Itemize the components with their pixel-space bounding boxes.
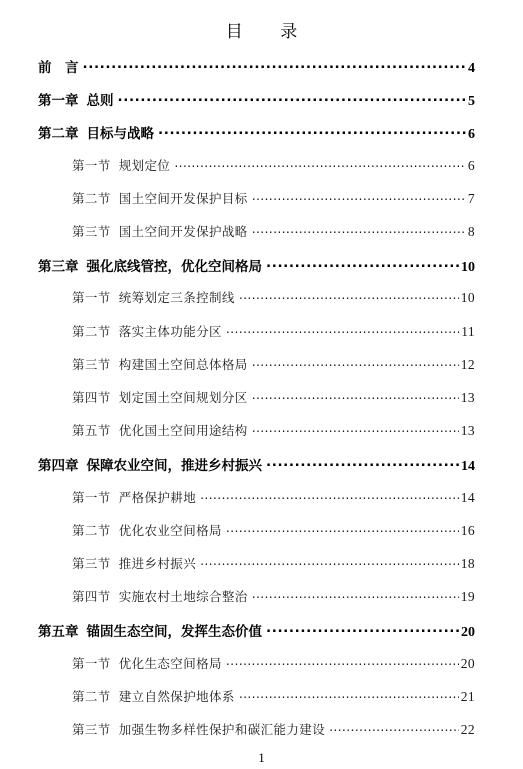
toc-chapter-entry[interactable]: [38, 122, 475, 143]
toc-section-entry[interactable]: [72, 355, 475, 373]
toc-section-entry[interactable]: [72, 322, 475, 340]
toc-entry-page: 21: [460, 688, 475, 704]
toc-entry-page: 19: [460, 589, 475, 605]
toc-dot-leader: [200, 489, 459, 502]
toc-chapter-entry[interactable]: [38, 620, 475, 641]
toc-section-entry[interactable]: [72, 288, 475, 306]
toc-entry-number: 第二节: [72, 323, 111, 339]
toc-entry-number: 第三章: [38, 259, 79, 276]
toc-entry-page: 11: [461, 323, 475, 339]
toc-entry-title: 总则: [86, 93, 114, 110]
toc-entry-title: 落实主体功能分区: [118, 323, 222, 339]
toc-entry-page: 6: [467, 157, 475, 173]
page-title: 目 录: [225, 22, 314, 42]
toc-entry-title: 划定国土空间规划分区: [118, 390, 248, 405]
toc-entry-title: 统筹划定三条控制线: [118, 290, 235, 306]
toc-section-entry[interactable]: [72, 421, 475, 439]
toc-entry-number: 第一节: [72, 290, 111, 306]
toc-entry-number: 第四节: [72, 390, 111, 405]
toc-entry-page: 4: [468, 61, 475, 76]
toc-entry-title: 前 言: [38, 60, 79, 76]
toc-section-entry[interactable]: [72, 687, 475, 705]
toc-section-entry[interactable]: [72, 189, 475, 207]
toc-section-entry[interactable]: [72, 654, 475, 672]
toc-entry-title: 实施农村土地综合整治: [118, 589, 248, 605]
toc-dot-leader: [266, 457, 459, 471]
toc-entry-page: 13: [460, 423, 475, 439]
toc-dot-leader: [226, 323, 459, 336]
toc-entry-page: 10: [460, 290, 475, 306]
toc-entry-title: 建立自然保护地体系: [118, 688, 235, 704]
toc-entry-page: 22: [460, 722, 475, 737]
toc-entry-page: 12: [460, 356, 475, 372]
toc-dot-leader: [252, 190, 466, 203]
toc-entry-title: 强化底线管控，优化空间格局: [86, 259, 262, 276]
toc-section-entry[interactable]: [72, 554, 475, 572]
toc-section-entry[interactable]: [72, 720, 475, 738]
toc-entry-number: 第一节: [72, 157, 111, 173]
toc-chapter-entry[interactable]: [38, 56, 475, 77]
toc-entry-number: 第四章: [38, 458, 79, 475]
toc-entry-title: 锚固生态空间，发挥生态价值: [86, 624, 262, 641]
toc-entry-title: 保障农业空间，推进乡村振兴: [86, 458, 262, 475]
toc-entry-page: 16: [460, 522, 475, 538]
toc-entry-number: 第一节: [72, 655, 111, 671]
toc-section-entry[interactable]: [72, 521, 475, 539]
toc-entry-number: 第五节: [72, 423, 111, 439]
toc-entry-page: 14: [460, 489, 475, 505]
toc-chapter-entry[interactable]: [38, 89, 475, 110]
toc-dot-leader: [266, 258, 459, 272]
toc-entry-number: 第四节: [72, 589, 111, 605]
toc-dot-leader: [200, 556, 459, 569]
toc-dot-leader: [239, 290, 459, 303]
toc-entry-page: 20: [460, 655, 475, 671]
toc-entry-title: 国土空间开发保护目标: [118, 190, 248, 206]
toc-entry-number: 第三节: [72, 556, 111, 571]
toc-entry-page: 14: [461, 459, 475, 475]
toc-dot-leader: [329, 722, 459, 735]
toc-dot-leader: [252, 423, 459, 436]
toc-dot-leader: [83, 59, 467, 73]
toc-entry-page: 13: [460, 390, 475, 405]
toc-entry-number: 第二节: [72, 522, 111, 538]
toc-entry-page: 6: [468, 127, 475, 143]
toc-entry-title: 目标与战略: [86, 126, 154, 143]
toc-chapter-entry[interactable]: [38, 454, 475, 475]
toc-entry-title: 严格保护耕地: [118, 489, 197, 505]
toc-entry-page: 7: [467, 190, 475, 206]
toc-entry-title: 规划定位: [118, 157, 171, 173]
toc-entry-title: 优化农业空间格局: [118, 522, 222, 538]
toc-entry-title: 国土空间开发保护战略: [118, 224, 248, 239]
toc-entry-title: 构建国土空间总体格局: [118, 356, 248, 372]
toc-section-entry[interactable]: [72, 388, 475, 406]
toc-dot-leader: [226, 655, 459, 668]
toc-entry-page: 5: [468, 94, 475, 110]
toc-entry-number: 第二节: [72, 190, 111, 206]
toc-dot-leader: [252, 224, 466, 237]
toc-entry-page: 8: [467, 224, 475, 239]
toc-entry-number: 第三节: [72, 722, 111, 737]
toc-entry-number: 第一节: [72, 489, 111, 505]
toc-entry-title: 优化生态空间格局: [118, 655, 222, 671]
toc-section-entry[interactable]: [72, 488, 475, 506]
toc-entry-title: 推进乡村振兴: [118, 556, 197, 571]
toc-chapter-entry[interactable]: [38, 255, 475, 276]
toc-entry-number: 第一章: [38, 93, 79, 110]
toc-dot-leader: [252, 356, 459, 369]
toc-entry-page: 10: [461, 260, 475, 276]
page-number: 1: [258, 750, 265, 765]
toc-dot-leader: [266, 623, 459, 637]
toc-entry-number: 第五章: [38, 624, 79, 641]
toc-entry-title: 加强生物多样性保护和碳汇能力建设: [118, 722, 326, 737]
toc-entry-page: 20: [461, 625, 475, 641]
toc-section-entry[interactable]: [72, 222, 475, 240]
toc-section-entry[interactable]: [72, 156, 475, 174]
toc-entry-title: 优化国土空间用途结构: [118, 423, 248, 439]
toc-dot-leader: [174, 157, 466, 170]
toc-entry-number: 第三节: [72, 356, 111, 372]
toc-dot-leader: [252, 390, 459, 403]
toc-dot-leader: [252, 589, 459, 602]
toc-dot-leader: [239, 688, 459, 701]
toc-entry-number: 第三节: [72, 224, 111, 239]
toc-dot-leader: [158, 125, 466, 139]
toc-entry-page: 18: [460, 556, 475, 571]
toc-entry-number: 第二节: [72, 688, 111, 704]
toc-dot-leader: [226, 522, 459, 535]
toc-section-entry[interactable]: [72, 587, 475, 605]
toc-entry-number: 第二章: [38, 126, 79, 143]
toc-dot-leader: [118, 92, 467, 106]
